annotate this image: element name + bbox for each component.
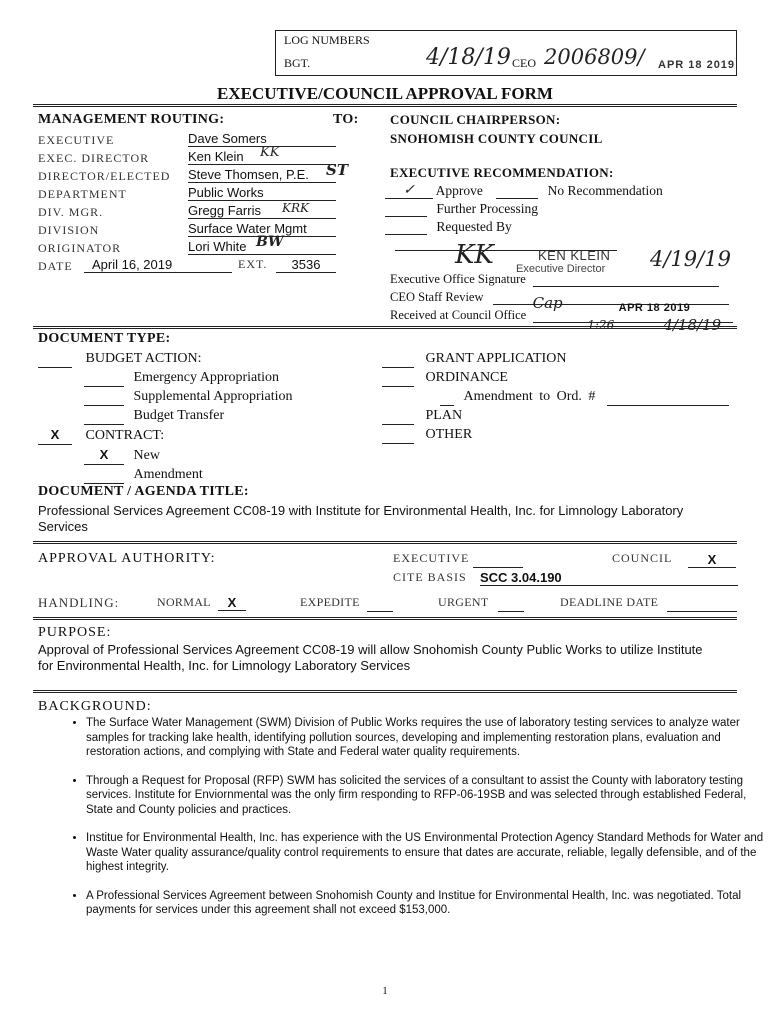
cite-basis-label: CITE BASIS: [393, 570, 467, 584]
handling-label: HANDLING:: [38, 595, 120, 610]
approve-checkmark: ✓: [403, 182, 415, 198]
originator-label: ORIGINATOR: [38, 241, 122, 255]
ceo-review-initials: Cap: [532, 294, 563, 312]
received-stamp-date: APR 18 2019: [658, 59, 736, 71]
routing-row-exec-director: [38, 145, 358, 167]
executive-recommendation-heading: EXECUTIVE RECOMMENDATION:: [390, 165, 614, 180]
executive-signature-line[interactable]: [533, 286, 719, 287]
ext-value: 3536: [276, 257, 336, 273]
council-authority-blank[interactable]: X: [688, 552, 736, 568]
executive-authority-blank[interactable]: [473, 552, 523, 568]
contract-row: [38, 425, 293, 445]
budget-action-row: [38, 349, 293, 368]
council-chairperson: COUNCIL CHAIRPERSON:: [390, 112, 561, 127]
requested-by-label: Requested By: [436, 219, 512, 234]
department-label: DEPARTMENT: [38, 187, 127, 201]
amend-ord-row: [382, 387, 738, 406]
further-processing-label: Further Processing: [436, 201, 538, 216]
expedite-blank[interactable]: [367, 596, 393, 612]
contract-label: CONTRACT:: [85, 428, 165, 443]
handwritten-log-date: 4/18/19: [426, 45, 511, 70]
plan-row: [382, 406, 738, 425]
originator-initials: BW: [256, 234, 284, 250]
background-item: • Institue for Environmental Health, Inc. has experience with the US Environmental Protection Agency Standard Methods for Water and Waste Water quality assurance/quality control requirements to ensure that dates are accurate, reliable, legally defensible, and of the highest integrity.: [86, 831, 770, 875]
contract-blank[interactable]: X: [38, 425, 72, 445]
document-type-right: [382, 349, 738, 444]
log-numbers-box: [275, 30, 737, 76]
background-item: • The Surface Water Management (SWM) Division of Public Works requires the use of laboratory testing services to analyze water samples for tracking lake health, identifying pollution sources, developing and implementing restoration plans, evaluation and restoration actions, and complying with State and Federal water quality requirements.: [86, 716, 770, 760]
new-label: New: [133, 448, 160, 463]
background-heading: BACKGROUND:: [38, 699, 152, 714]
other-label: OTHER: [425, 427, 473, 442]
routing-row-department: [38, 185, 358, 203]
ceo-staff-review-row: [390, 290, 729, 314]
emergency-row: [38, 368, 293, 387]
background-list: [38, 709, 770, 932]
amendment-row: [38, 465, 293, 484]
budget-action-blank[interactable]: [38, 367, 72, 368]
date-value: April 16, 2019: [84, 257, 232, 273]
ceo-staff-review-label: CEO Staff Review: [390, 290, 484, 304]
requested-by-blank[interactable]: [385, 234, 427, 235]
exec-director-initials: KK: [260, 145, 280, 160]
executive-signature-row: [390, 272, 719, 287]
executive-signature-label: Executive Office Signature: [390, 272, 526, 286]
executive-authority-label: EXECUTIVE: [393, 551, 470, 565]
routing-row-executive: [38, 131, 358, 149]
handwritten-ceo-number: 2006809/: [544, 45, 645, 69]
signer-name: KEN KLEIN: [538, 248, 611, 263]
routing-table: [38, 131, 358, 275]
other-row: [382, 425, 738, 444]
routing-row-originator: [38, 234, 358, 257]
signature-date: 4/19/19: [650, 247, 731, 271]
ordinance-row: [382, 368, 738, 387]
division-value: Surface Water Mgmt: [188, 221, 336, 237]
background-item: • Through a Request for Proposal (RFP) SWM has solicited the services of a consultant to assist the County with laboratory testing services. Institute for Enviornmental was the only firm responding to RFP-06-19SB and was selected through established Federal, State and County policies and practices.: [86, 774, 770, 818]
no-recommendation-label: No Recommendation: [547, 183, 663, 198]
bgt-label: BGT.: [284, 56, 311, 70]
no-recommendation-blank[interactable]: [496, 198, 538, 199]
new-blank[interactable]: X: [84, 445, 124, 465]
normal-label: NORMAL: [157, 595, 211, 609]
div-mgr-value: Gregg Farris: [188, 203, 336, 219]
div-mgr-label: DIV. MGR.: [38, 205, 104, 219]
urgent-label: URGENT: [438, 595, 489, 609]
page-number: 1: [382, 985, 388, 997]
grant-row: [382, 349, 738, 368]
ceo-label: CEO: [512, 56, 536, 70]
division-label: DIVISION: [38, 223, 100, 237]
date-label: DATE: [38, 259, 73, 273]
ceo-staff-review-line[interactable]: [493, 294, 729, 314]
purpose-rule: [33, 690, 737, 693]
background-item: • A Professional Services Agreement between Snohomish County and Institue for Environmental Health, Inc. was negotiated. Total payments for services under this agreement shall not exceed $153,000.: [86, 889, 770, 918]
further-processing-row: [385, 201, 538, 217]
div-mgr-initials: KRK: [282, 201, 309, 215]
new-row: [38, 445, 293, 465]
other-blank[interactable]: [382, 443, 414, 444]
council-authority-label: COUNCIL: [612, 551, 673, 565]
cite-basis-value[interactable]: SCC 3.04.190: [480, 570, 738, 586]
urgent-blank[interactable]: [498, 596, 524, 612]
routing-row-div-mgr: [38, 203, 358, 221]
to-label: TO:: [333, 112, 359, 127]
purpose-text: Approval of Professional Services Agreement CC08-19 will allow Snohomish County Public Works to utilize Institute for Environmental Health, Inc. for Limnology Laboratory Services: [38, 642, 703, 673]
approve-label: Approve: [435, 183, 483, 198]
exec-director-value: Ken Klein: [188, 149, 336, 165]
department-value: Public Works: [188, 185, 336, 201]
originator-value: Lori White: [188, 239, 336, 255]
executive-value: Dave Somers: [188, 131, 336, 147]
received-council-line[interactable]: [533, 316, 733, 334]
received-date: 4/18/19: [663, 316, 722, 334]
routing-row-director-elected: [38, 161, 358, 185]
agenda-rule: [33, 541, 737, 544]
form-title: EXECUTIVE/COUNCIL APPROVAL FORM: [217, 84, 553, 103]
routing-row-date: [38, 257, 358, 275]
document-type-left: [38, 349, 293, 484]
grant-label: GRANT APPLICATION: [425, 351, 567, 366]
normal-blank[interactable]: X: [218, 595, 246, 611]
supplemental-label: Supplemental Appropriation: [133, 389, 293, 404]
exec-director-label: EXEC. DIRECTOR: [38, 151, 150, 165]
ceo-review-stamp: APR 18 2019: [618, 302, 691, 314]
amendment-label: Amendment: [133, 467, 203, 482]
purpose-heading: PURPOSE:: [38, 625, 112, 640]
agenda-title-text: Professional Services Agreement CC08-19 with Institute for Environmental Health, Inc. for Limnology Laboratory Services: [38, 503, 684, 534]
title-rule: [33, 104, 737, 107]
deadline-date-label: DEADLINE DATE: [560, 595, 659, 609]
executive-label: EXECUTIVE: [38, 133, 115, 147]
approval-authority-heading: APPROVAL AUTHORITY:: [38, 551, 216, 566]
transfer-row: [38, 406, 293, 425]
director-elected-initials: ST: [326, 161, 348, 179]
amend-ord-number[interactable]: [607, 405, 729, 406]
document-type-heading: DOCUMENT TYPE:: [38, 331, 171, 346]
handling-rule: [33, 617, 737, 620]
plan-label: PLAN: [425, 408, 463, 423]
snohomish-county-council: SNOHOMISH COUNTY COUNCIL: [390, 131, 603, 146]
executive-signature-scrawl: KK: [455, 240, 494, 270]
agenda-title-heading: DOCUMENT / AGENDA TITLE:: [38, 484, 249, 499]
budget-action-label: BUDGET ACTION:: [85, 351, 202, 366]
approve-row: [385, 182, 735, 199]
ext-label: EXT.: [238, 257, 268, 271]
emergency-label: Emergency Appropriation: [133, 370, 280, 385]
further-processing-blank[interactable]: [385, 216, 427, 217]
deadline-date-blank[interactable]: [667, 596, 737, 612]
signer-title: Executive Director: [516, 263, 606, 275]
management-routing-heading: MANAGEMENT ROUTING:: [38, 112, 225, 127]
director-elected-value: Steve Thomsen, P.E.: [188, 167, 336, 183]
received-council-row: [390, 308, 733, 334]
transfer-label: Budget Transfer: [133, 408, 225, 423]
routing-rule: [33, 326, 737, 329]
amend-ord-label: Amendment to Ord. #: [463, 389, 596, 404]
approve-blank[interactable]: [385, 182, 433, 199]
log-numbers-title: LOG NUMBERS: [284, 33, 370, 47]
ordinance-label: ORDINANCE: [425, 370, 508, 385]
received-council-label: Received at Council Office: [390, 308, 527, 322]
supplemental-row: [38, 387, 293, 406]
received-time: 1:26: [587, 318, 615, 332]
routing-row-division: [38, 221, 358, 239]
expedite-label: EXPEDITE: [300, 595, 360, 609]
ordinance-blank[interactable]: [382, 386, 414, 387]
director-elected-label: DIRECTOR/ELECTED: [38, 169, 171, 183]
